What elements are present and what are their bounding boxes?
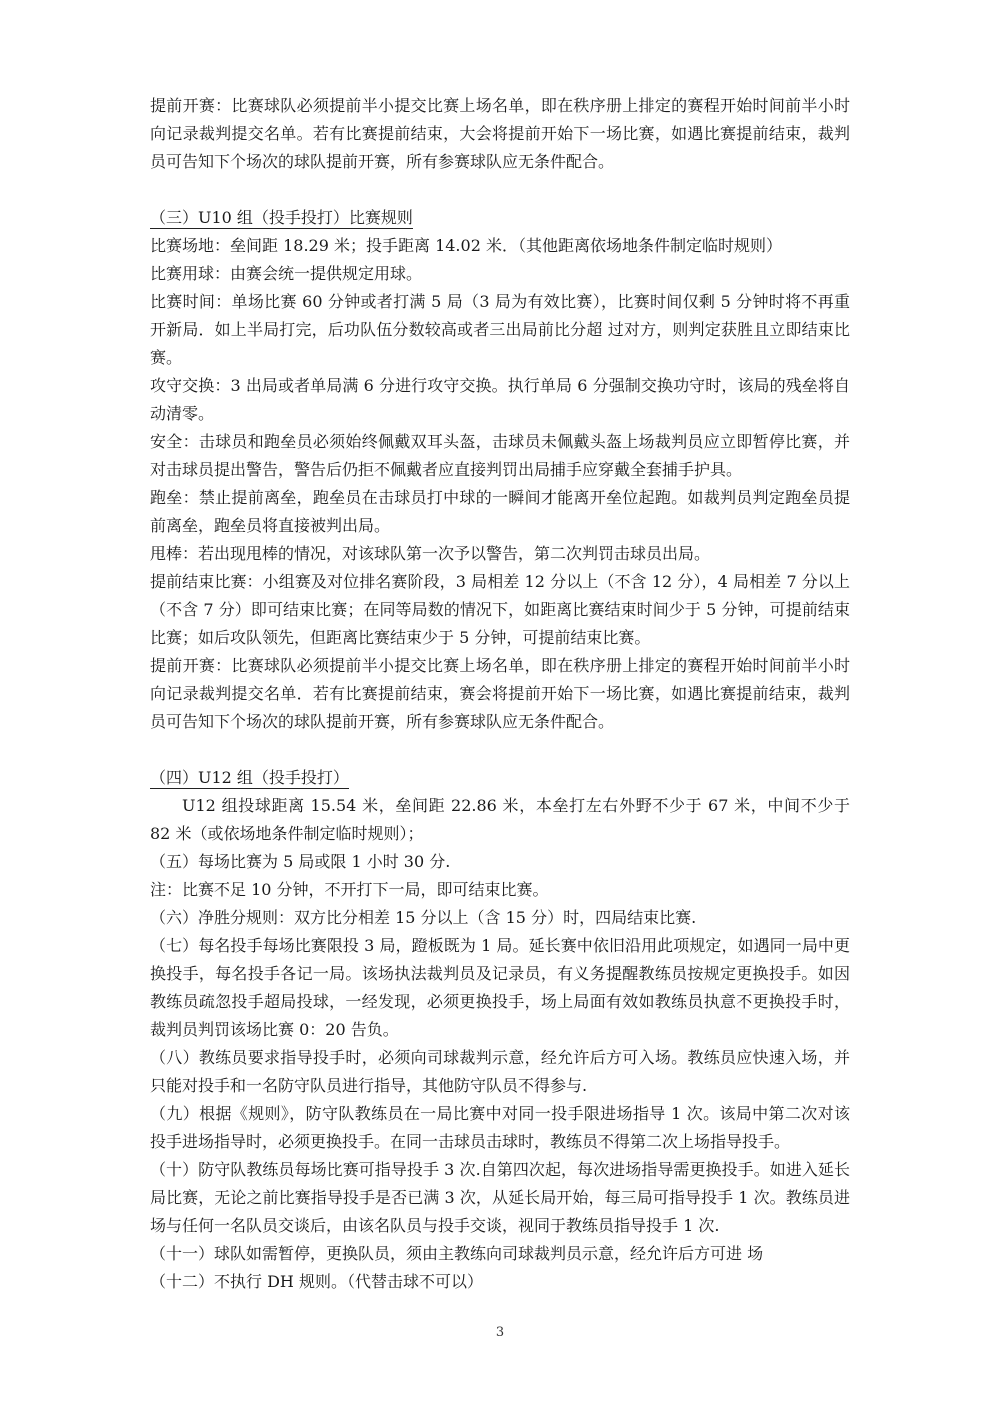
u12-rule-12: （十二）不执行 DH 规则。（代替击球不可以）	[150, 1272, 483, 1291]
spacer	[150, 176, 850, 204]
u10-field-paragraph: 比赛场地：垒间距 18.29 米；投手距离 14.02 米．（其他距离依场地条件制定临时规则）	[150, 236, 782, 255]
document-page	[150, 92, 850, 1296]
u10-time-paragraph: 比赛时间：单场比赛 60 分钟或者打满 5 局（3 局为有效比赛），比赛时间仅剩 5 分钟时将不再重开新局．如上半局打完，后功队伍分数较高或者三出局前比分超 过对方，则判定获胜且立即结束比赛。	[150, 292, 850, 367]
page-number: 3	[495, 1325, 505, 1340]
u10-ball-paragraph: 比赛用球：由赛会统一提供规定用球。	[150, 264, 423, 283]
section-heading-u10	[150, 204, 850, 232]
u10-safety-paragraph: 安全：击球员和跑垒员必须始终佩戴双耳头盔，击球员未佩戴头盔上场裁判员应立即暂停比赛，并对击球员提出警告，警告后仍拒不佩戴者应直接判罚出局捕手应穿戴全套捕手护具。	[150, 432, 850, 479]
early-start-paragraph: 提前开赛：比赛球队必须提前半小提交比赛上场名单，即在秩序册上排定的赛程开始时间前半小时向记录裁判提交名单。若有比赛提前结束，大会将提前开始下一场比赛，如遇比赛提前结束，裁判员可告知下个场次的球队提前开赛，所有参赛球队应无条件配合。	[150, 96, 850, 171]
u12-intro-paragraph: U12 组投球距离 15.54 米，垒间距 22.86 米，本垒打左右外野不少于 67 米，中间不少于 82 米（或依场地条件制定临时规则）；	[150, 796, 850, 843]
section-heading-u10-text: （三）U10 组（投手投打）比赛规则	[150, 208, 413, 227]
u12-rule-5: （五）每场比赛为 5 局或限 1 小时 30 分.	[150, 852, 451, 871]
section-heading-u12	[150, 764, 850, 792]
u10-switch-paragraph: 攻守交换：3 出局或者单局满 6 分进行攻守交换。执行单局 6 分强制交换功守时，该局的残垒将自动清零。	[150, 376, 850, 423]
u12-rule-11: （十一）球队如需暂停，更换队员，须由主教练向司球裁判员示意，经允许后方可进 场	[150, 1244, 764, 1263]
u12-rule-10: （十）防守队教练员每场比赛可指导投手 3 次.自第四次起，每次进场指导需更换投手。如进入延长局比赛，无论之前比赛指导投手是否已满 3 次，从延长局开始，每三局可指导投手 1 次。教练员进场与任何一名队员交谈后，由该名队员与投手交谈，视同于教练员指导投手 1 次.	[150, 1160, 850, 1235]
u10-running-paragraph: 跑垒：禁止提前离垒，跑垒员在击球员打中球的一瞬间才能离开垒位起跑。如裁判员判定跑垒员提前离垒，跑垒员将直接被判出局。	[150, 488, 850, 535]
u12-note: 注：比赛不足 10 分钟，不开打下一局，即可结束比赛。	[150, 880, 549, 899]
u12-rule-9: （九）根据《规则》，防守队教练员在一局比赛中对同一投手限进场指导 1 次。该局中第二次对该投手进场指导时，必须更换投手。在同一击球员击球时，教练员不得第二次上场指导投手。	[150, 1104, 850, 1151]
u12-rule-7: （七）每名投手每场比赛限投 3 局，蹬板既为 1 局。延长赛中依旧沿用此项规定，如遇同一局中更换投手，每名投手各记一局。该场执法裁判员及记录员，有义务提醒教练员按规定更换投手。如因教练员疏忽投手超局投球，一经发现，必须更换投手，场上局面有效如教练员执意不更换投手时，裁判员判罚该场比赛 0：20 告负。	[150, 936, 850, 1039]
u12-rule-6: （六）净胜分规则：双方比分相差 15 分以上（含 15 分）时，四局结束比赛.	[150, 908, 697, 927]
spacer	[150, 736, 850, 764]
u12-rule-8: （八）教练员要求指导投手时，必须向司球裁判示意，经允许后方可入场。教练员应快速入场，并只能对投手和一名防守队员进行指导，其他防守队员不得参与.	[150, 1048, 850, 1095]
u10-bat-throw-paragraph: 甩棒：若出现甩棒的情况，对该球队第一次予以警告，第二次判罚击球员出局。	[150, 544, 711, 563]
u10-early-start-paragraph: 提前开赛：比赛球队必须提前半小提交比赛上场名单，即在秩序册上排定的赛程开始时间前半小时向记录裁判提交名单．若有比赛提前结束，赛会将提前开始下一场比赛，如遇比赛提前结束，裁判员可告知下个场次的球队提前开赛，所有参赛球队应无条件配合。	[150, 656, 850, 731]
section-heading-u12-text: （四）U12 组（投手投打）	[150, 768, 349, 787]
u10-mercy-paragraph: 提前结束比赛：小组赛及对位排名赛阶段，3 局相差 12 分以上（不含 12 分），4 局相差 7 分以上（不含 7 分）即可结束比赛；在同等局数的情况下，如距离比赛结束时间少于 5 分钟，可提前结束比赛；如后攻队领先，但距离比赛结束少于 5 分钟，可提前结束比赛。	[150, 572, 850, 647]
